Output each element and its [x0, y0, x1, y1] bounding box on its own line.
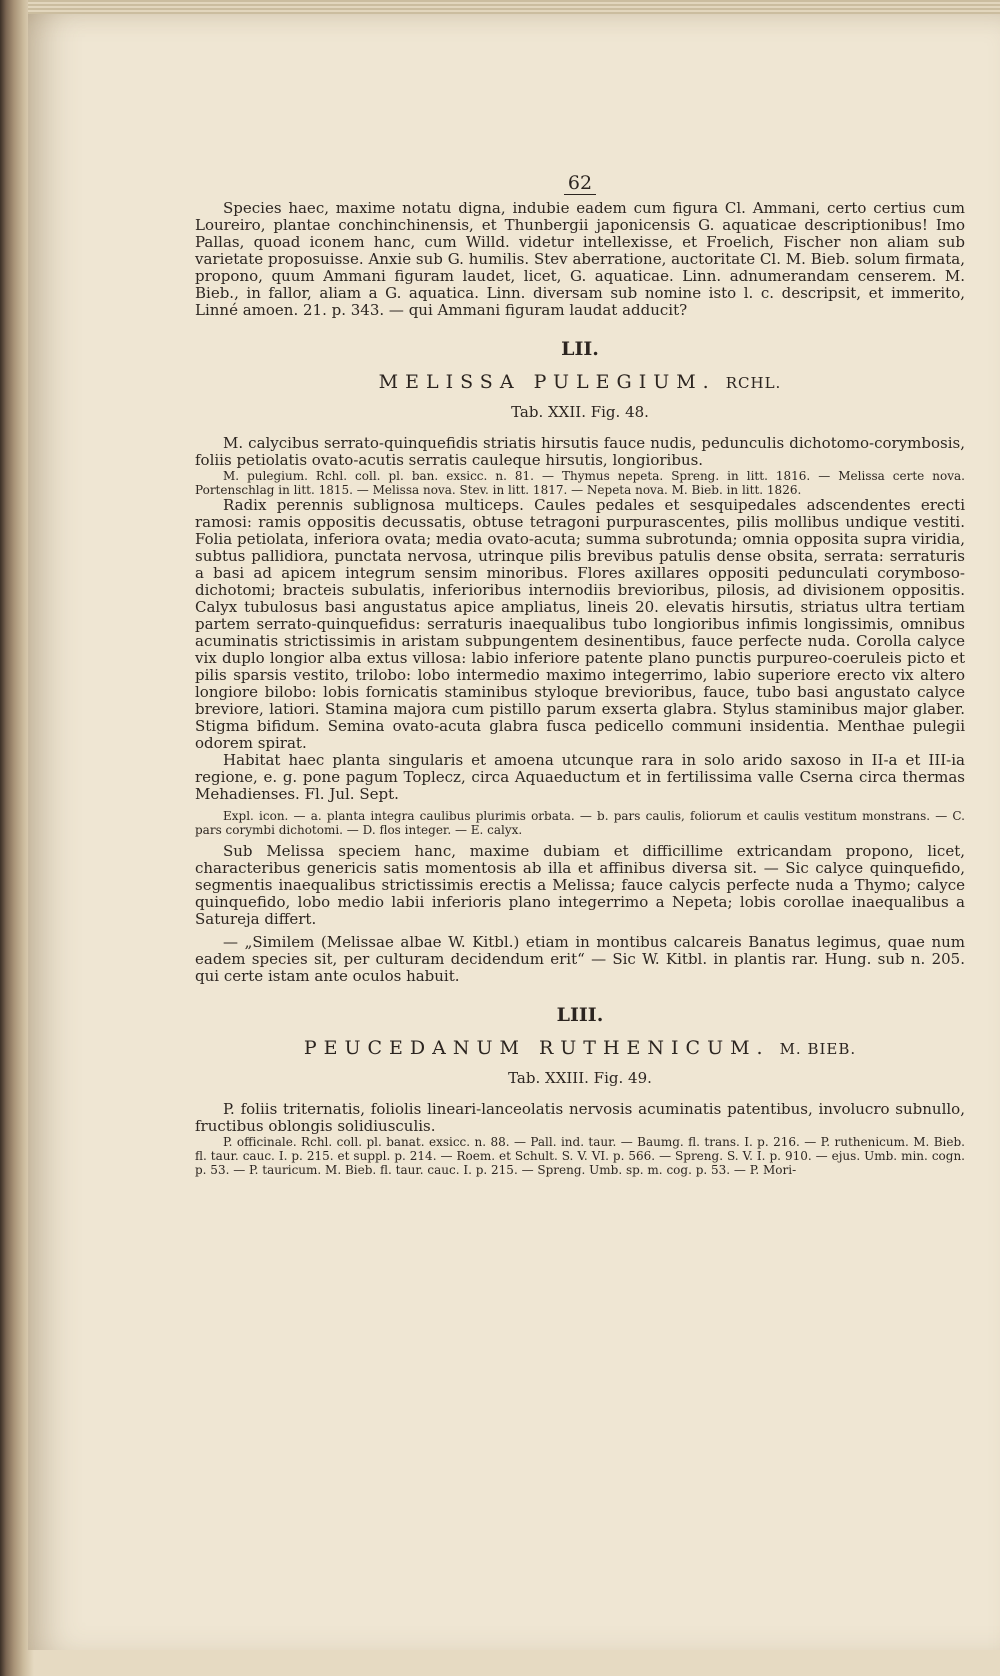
section-52-author: RCHL. — [725, 374, 782, 392]
intro-paragraph: Species haec, maxime notatu digna, indubie eadem cum figura Cl. Ammani, certo certius cum Loureiro, plantae conchinchinensis, et Thunbergii japonicensis G. aquaticae descriptionibus! Imo Pallas, quoad iconem hanc, cum Willd. videtur intellexisse, et Froelich, Fischer non aliam sub varietate proposuisse. Anxie sub G. humilis. Stev aberratione, auctoritate Cl. M. Bieb. solum firmata, propono, quum Ammani figuram laudet, licet, G. aquaticae. Linn. adnumerandam censerem. M. Bieb., in fallor, aliam a G. aquatica. Linn. diversam sub nomine isto l. c. descripsit, et immerito, Linné amoen. 21. p. 343. — qui Ammani figuram laudat adducit? — [195, 199, 965, 319]
section-53-number: LIII. — [556, 1004, 604, 1026]
page-top-edge — [28, 0, 1000, 14]
section-52-habitat: Habitat haec planta singularis et amoena utcunque rara in solo arido saxoso in II-a et III-ia regione, e. g. pone pagum Toplecz, circa Aquaeductum et in fertilissima valle Cserna circa thermas Mehadienses. Fl. Jul. Sept. — [195, 751, 965, 803]
section-52-number: LII. — [561, 338, 599, 360]
section-52-explanation: Expl. icon. — a. planta integra caulibus plurimis orbata. — b. pars caulis, foliorum et caulis vestitum monstrans. — C. pars corymbi dichotomi. — D. flos integer. — E. calyx. — [195, 809, 965, 837]
section-52-name: MELISSA PULEGIUM. — [378, 371, 716, 393]
section-53-name: PEUCEDANUM RUTHENICUM. — [303, 1037, 770, 1059]
section-53-diagnosis: P. foliis triternatis, foliolis lineari-lanceolatis nervosis acuminatis patentibus, involucro subnullo, fructibus oblongis solidiusculis. — [195, 1100, 965, 1135]
section-53-title — [195, 1037, 965, 1059]
section-52-quote: — „Similem (Melissae albae W. Kitbl.) etiam in montibus calcareis Banatus legimus, quae num eadem species sit, per culturam decidendum erit“ — Sic W. Kitbl. in plantis rar. Hung. sub n. 205. qui certe istam ante oculos habuit. — [195, 933, 965, 985]
section-52-remark: Sub Melissa speciem hanc, maxime dubiam et difficillime extricandam propono, licet, characteribus genericis satis momentosis ab illa et affinibus diversa sit. — Sic calyce quinquefido, segmentis inaequalibus strictissimis erectis a Melissa; fauce calycis perfecte nuda a Thymo; calyce quinquefido, lobo medio labii inferioris plano integerrimo a Nepeta; lobis corollae inaequalibus a Satureja differt. — [195, 842, 965, 928]
section-52-title — [195, 371, 965, 393]
page-number: 62 — [195, 175, 965, 192]
section-52-description: Radix perennis sublignosa multiceps. Caules pedales et sesquipedales adscendentes erecti ramosi: ramis oppositis decussatis, obtuse tetragoni purpurascentes, pilis mollibus undique vestiti. Folia petiolata, inferiora ovata; media ovato-acuta; summa subrotunda; omnia opposita supra viridia, subtus pallidiora, punctata nervosa, utrinque pilis brevibus patulis dense obsita, serrata: serraturis a basi ad apicem integrum sensim minoribus. Flores axillares oppositi pedunculati corymboso-dichotomi; bracteis subulatis, inferioribus internodiis brevioribus, pilosis, ad divisionem oppositis. Calyx tubulosus basi angustatus apice ampliatus, lineis 20. elevatis hirsutis, striatus ultra tertiam partem serrato-quinquefidus: serraturis inaequalibus tubo longioribus infimis longissimis, omnibus acuminatis strictissimis in aristam subpungentem desinentibus, fauce perfecte nuda. Corolla calyce vix duplo longior alba extus villosa: labio inferiore patente plano punctis purpureo-coeruleis picto et pilis sparsis vestito, trilobo: lobo intermedio maximo integerrimo, labio superiore erecto vix altero longiore bilobo: lobis fornicatis staminibus styloque brevioribus, fauce, tubo basi angustato calyce breviore, latiori. Stamina majora cum pistillo parum exserta glabra. Stylus staminibus major glaber. Stigma bifidum. Semina ovato-acuta glabra fusca pedicello communi insidentia. Menthae pulegii odorem spirat. — [195, 496, 965, 752]
section-52-diagnosis: M. calycibus serrato-quinquefidis striatis hirsutis fauce nudis, pedunculis dichotomo-corymbosis, foliis petiolatis ovato-acutis serratis cauleque hirsutis, longioribus. — [195, 434, 965, 469]
section-53-synonyms: P. officinale. Rchl. coll. pl. banat. exsicc. n. 88. — Pall. ind. taur. — Baumg. fl. trans. I. p. 216. — P. ruthenicum. M. Bieb. fl. taur. cauc. I. p. 215. et suppl. p. 214. — Roem. et Schult. S. V. VI. p. 566. — Spreng. S. V. I. p. 910. — ejus. Umb. min. cogn. p. 53. — P. tauricum. M. Bieb. fl. taur. cauc. I. p. 215. — Spreng. Umb. sp. m. cog. p. 53. — P. Mori- — [195, 1135, 965, 1177]
page-text — [195, 172, 965, 1177]
section-52-plate: Tab. XXII. Fig. 48. — [511, 403, 649, 421]
section-53-plate: Tab. XXIII. Fig. 49. — [508, 1069, 652, 1087]
section-52-synonyms: M. pulegium. Rchl. coll. pl. ban. exsicc. n. 81. — Thymus nepeta. Spreng. in litt. 1816. — Melissa certe nova. Portenschlag in litt. 1815. — Melissa nova. Stev. in litt. 1817. — Nepeta nova. M. Bieb. in litt. 1826. — [195, 469, 965, 497]
section-53-author: M. BIEB. — [779, 1040, 857, 1058]
